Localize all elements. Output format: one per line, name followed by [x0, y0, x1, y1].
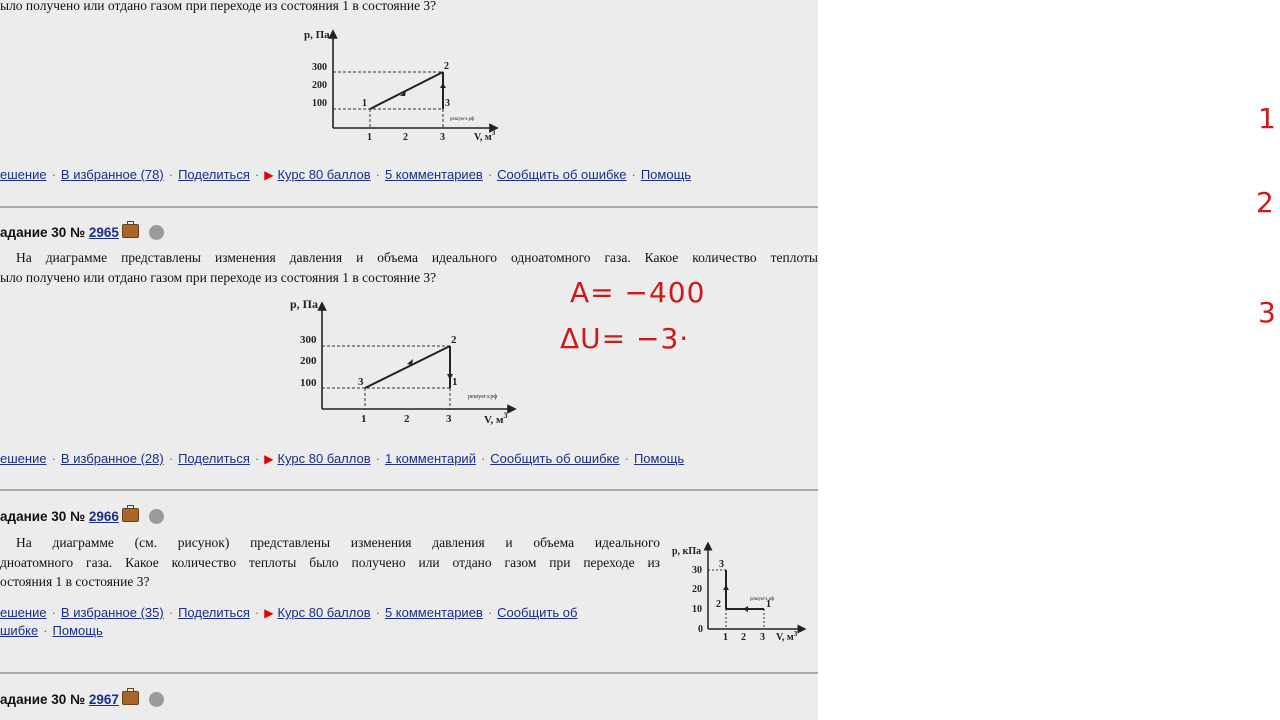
favorites-link[interactable]: В избранное (28): [60, 451, 164, 466]
play-icon: ▶: [264, 452, 274, 466]
task2-point-label: 3: [358, 376, 364, 388]
task3-y-tick: 30: [692, 565, 702, 576]
briefcase-icon[interactable]: [122, 508, 139, 522]
report-error-link[interactable]: Сообщить об ошибке: [490, 451, 620, 466]
course-link[interactable]: Курс 80 баллов: [277, 605, 371, 620]
solution-link[interactable]: ешение: [0, 605, 47, 620]
task-divider: [0, 672, 818, 674]
task3-y-axis-label: p, кПа: [672, 546, 702, 557]
task2-point-label: 2: [451, 334, 457, 346]
task2-x-tick: 2: [404, 413, 410, 425]
task3-x-tick: 2: [741, 632, 746, 643]
task2-x-axis-label: V, $м^3$: [484, 411, 508, 426]
comments-link[interactable]: 1 комментарий: [384, 451, 476, 466]
help-link[interactable]: Помощь: [640, 167, 692, 182]
share-link[interactable]: Поделиться: [178, 605, 250, 620]
course-link[interactable]: Курс 80 баллов: [277, 451, 371, 466]
task3-y-tick: 20: [692, 584, 702, 595]
task2-x-tick: 3: [446, 413, 452, 425]
task3-x-tick: 3: [760, 632, 765, 643]
status-dot-icon[interactable]: [149, 509, 164, 524]
handwritten-note-work: A= −400: [570, 276, 706, 309]
solution-link[interactable]: ешение: [0, 167, 47, 182]
task2-y-tick: 200: [300, 355, 317, 367]
task3-pv-diagram: [670, 540, 810, 648]
task3-y-tick: 10: [692, 604, 702, 615]
favorites-link[interactable]: В избранное (35): [60, 605, 164, 620]
task3-watermark: решуегэ.рф: [750, 597, 775, 602]
task1-point-label: 2: [444, 61, 449, 72]
task3-y-tick: 0: [698, 624, 703, 635]
task3-question-text: На диаграмме (см. рисунок) представлены изменения давления и объема идеального дноатомного газа. Какое количество теплоты было получено или отдано газом при переходе из остояния 1 в состояние 3?: [0, 535, 660, 589]
task3-number-link[interactable]: 2966: [88, 509, 119, 524]
task1-y-axis-label: p, Па: [304, 29, 330, 41]
task2-links-bar: ешение · В избранное (28) · Поделиться · ▶ Курс 80 баллов · 1 комментарий · Сообщить об ошибке · Помощь: [0, 451, 685, 466]
course-link[interactable]: Курс 80 баллов: [277, 167, 371, 182]
task2-point-label: 1: [452, 376, 458, 388]
task1-y-tick: 200: [312, 80, 327, 91]
task1-x-tick: 3: [440, 132, 445, 143]
briefcase-icon[interactable]: [122, 224, 139, 238]
task2-title: адание 30 № 2965: [0, 224, 164, 240]
help-link[interactable]: Помощь: [633, 451, 685, 466]
share-link[interactable]: Поделиться: [178, 167, 250, 182]
task2-y-tick: 300: [300, 334, 317, 346]
task2-y-axis-label: p, Па: [290, 297, 319, 311]
play-icon: ▶: [264, 168, 274, 182]
task1-links-bar: ешение · В избранное (78) · Поделиться · ▶ Курс 80 баллов · 5 комментариев · Сообщить об ошибке · Помощь: [0, 167, 692, 182]
blank-whiteboard-area: [818, 0, 1280, 720]
solution-link[interactable]: ешение: [0, 451, 47, 466]
task1-pv-diagram: [298, 28, 508, 150]
task2-watermark: решуегэ.рф: [468, 394, 498, 400]
task2-y-tick: 100: [300, 377, 317, 389]
task1-question-text: ыло получено или отдано газом при переходе из состояния 1 в состояние 3?: [0, 0, 437, 13]
help-link[interactable]: Помощь: [52, 623, 103, 638]
report-error-link-cont[interactable]: шибке: [0, 623, 39, 638]
task3-links-bar: ешение · В избранное (35) · Поделиться · ▶ Курс 80 баллов · 5 комментариев · Сообщить об шибке · Помощь: [0, 605, 578, 638]
handwritten-margin-number: 2: [1256, 186, 1275, 219]
task4-title: адание 30 № 2967: [0, 691, 164, 707]
task1-y-tick: 300: [312, 62, 327, 73]
status-dot-icon[interactable]: [149, 692, 164, 707]
favorites-link[interactable]: В избранное (78): [60, 167, 164, 182]
task1-y-tick: 100: [312, 98, 327, 109]
task4-number-link[interactable]: 2967: [88, 692, 119, 707]
task3-x-axis-label: V, $м^3$: [776, 630, 798, 643]
task1-point-label: 3: [445, 98, 450, 109]
task1-x-tick: 2: [403, 132, 408, 143]
task2-question-text: На диаграмме представлены изменения давления и объема идеального одноатомного газа. Какое количество теплоты ыло получено или отдано газом при переходе из состояния 1 в состояние 3?: [0, 250, 818, 285]
briefcase-icon[interactable]: [122, 691, 139, 705]
report-error-link[interactable]: Сообщить об ошибке: [497, 167, 627, 182]
task3-point-label: 3: [719, 559, 724, 570]
comments-link[interactable]: 5 комментариев: [384, 167, 483, 182]
task1-point-label: 1: [362, 98, 367, 109]
task2-number-link[interactable]: 2965: [88, 225, 119, 240]
handwritten-margin-number: 3: [1258, 296, 1277, 329]
task3-point-label: 1: [766, 599, 771, 610]
task-divider: [0, 206, 818, 208]
task1-watermark: решуегэ.рф: [450, 117, 475, 122]
task1-x-axis-label: V, $м^3$: [474, 129, 496, 143]
handwritten-margin-number: 1: [1258, 102, 1277, 135]
play-icon: ▶: [264, 606, 274, 620]
comments-link[interactable]: 5 комментариев: [384, 605, 483, 620]
task1-x-tick: 1: [367, 132, 372, 143]
task-divider: [0, 489, 818, 491]
share-link[interactable]: Поделиться: [178, 451, 250, 466]
task2-x-tick: 1: [361, 413, 367, 425]
report-error-link[interactable]: Сообщить об: [497, 605, 578, 620]
status-dot-icon[interactable]: [149, 225, 164, 240]
task3-x-tick: 1: [723, 632, 728, 643]
task3-title: адание 30 № 2966: [0, 508, 164, 524]
handwritten-note-energy: ΔU= −3·: [560, 322, 690, 355]
task2-pv-diagram: [288, 296, 520, 428]
task3-point-label: 2: [716, 599, 721, 610]
